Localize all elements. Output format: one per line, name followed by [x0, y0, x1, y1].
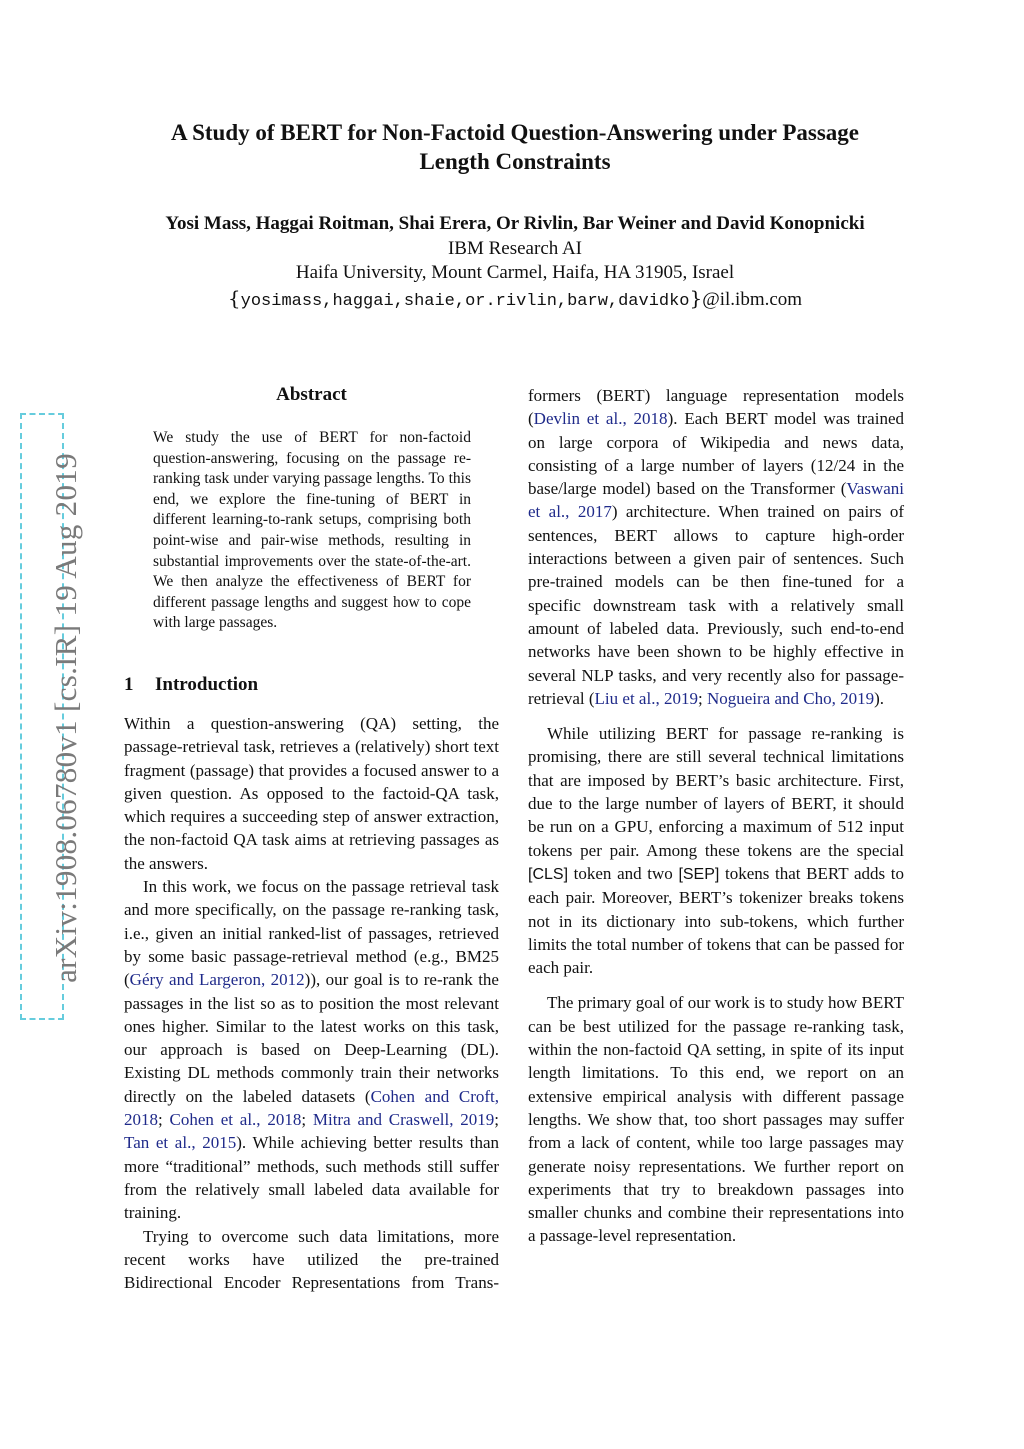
p3-sep: ; [697, 688, 707, 708]
citation-liu-et-al[interactable]: Liu et al., 2019 [594, 688, 698, 708]
intro-paragraph-3-start: Trying to overcome such data limitations, more recent works have utilized the pre-trained Bidirectional Encoder Representations from Trans- [124, 1226, 499, 1293]
token-sep: [SEP] [678, 865, 720, 883]
p2-text-a: In this work, we focus on the passage retrieval task and more specifically, on the passage re-ranking task, i.e., given an initial ranked-list of passages, retrieved by some basic passage-retrieval method (e.g., BM25 ( [124, 877, 499, 990]
section-heading-introduction [124, 674, 258, 696]
intro-paragraph-4 [528, 722, 904, 979]
left-column [124, 712, 499, 1294]
citation-mitra-craswell[interactable]: Mitra and Craswell, 2019 [312, 1110, 495, 1130]
p3-text-a: formers (BERT) language representation models ( [528, 386, 904, 429]
right-column [528, 384, 904, 1248]
affiliation-1: IBM Research AI [447, 238, 583, 259]
section-number: 1 [124, 674, 134, 695]
p2-text-c: ). While achieving better results than more “traditional” methods, such methods still suffer from the relatively small labeled data available for training. [124, 1133, 500, 1223]
abstract-heading: Abstract [276, 384, 347, 405]
email-brace-open: { [227, 286, 241, 310]
email-domain: @il.ibm.com [702, 289, 803, 310]
citation-devlin-et-al[interactable]: Devlin et al., 2018 [533, 409, 668, 429]
citation-gery-largeron[interactable]: Géry and Largeron, 2012 [129, 970, 305, 990]
p4-text-a: While utilizing BERT for passage re-ranking is promising, there are still several technical limitations that are imposed by BERT’s basic architecture. First, due to the large number of layers of BERT, it should be run on a GPU, enforcing a maximum of 512 input tokens per pair. Among these tokens are the special [528, 724, 904, 860]
author-list: Yosi Mass, Haggai Roitman, Shai Erera, Or Rivlin, Bar Weiner and David Konopnicki [165, 213, 865, 234]
paper-title [120, 118, 910, 176]
token-cls: [CLS] [528, 865, 569, 883]
p2-sep-2: ; [301, 1110, 313, 1130]
p2-sep-3: ; [494, 1110, 499, 1130]
section-title: Introduction [155, 674, 259, 695]
author-block [100, 211, 930, 315]
email-names: yosimass,haggai,shaie,or.rivlin,barw,davidko [240, 292, 690, 311]
abstract-body [153, 428, 471, 634]
intro-paragraph-1: Within a question-answering (QA) setting, the passage-retrieval task, retrieves a (relatively) short text fragment (passage) that provides a focused answer to a given question. As opposed to the factoid-QA task, which requires a succeeding step of answer extraction, the non-factoid QA task aims at retrieving passages as the answers. [124, 714, 499, 873]
citation-cohen-croft[interactable]: Cohen and Croft, 2018 [124, 1086, 499, 1130]
citation-nogueira-cho[interactable]: Nogueira and Cho, 2019 [706, 688, 875, 708]
p2-text-b: )), our goal is to re-rank the passages in the list so as to position the most relevant ones higher. Similar to the latest works on this task, our approach is based on Deep-Learning (DL). Existing DL methods commonly train their networks directly on the labeled datasets ( [124, 970, 499, 1106]
p3-text-b: ). Each BERT model was trained on large corpora of Wikipedia and news data, consisting of a large number of layers (12/24 in the base/large model) based on the Transformer ( [528, 409, 904, 499]
title-line-2: Length Constraints [419, 149, 611, 174]
intro-paragraph-3-continued [528, 384, 904, 710]
abstract-text: We study the use of BERT for non-factoid question-answering, focusing on the passage re-ranking task under varying passage lengths. To this end, we explore the fine-tuning of BERT in different learning-to-rank setups, comprising both point-wise and pair-wise methods, resulting in substantial improvements over the state-of-the-art. We then analyze the effectiveness of BERT for different passage lengths and suggest how to cope with large passages. [153, 429, 471, 632]
intro-paragraph-5: The primary goal of our work is to study how BERT can be best utilized for the passage re-ranking task, within the non-factoid QA setting, in spite of its input length limitations. To this end, we report on an extensive empirical analysis with different passage lengths. We show that, too short passages may suffer from a lack of content, while too large passages may generate noisy representations. We further report on experiments that try to breakdown passages into smaller chunks and combine their representations into a passage-level representation. [528, 993, 904, 1246]
arxiv-stamp-text: arXiv:1908.06780v1 [cs.IR] 19 Aug 2019 [48, 453, 83, 983]
p3-text-c: ) architecture. When trained on pairs of sentences, BERT allows to capture high-order interactions between a given pair of sentences. Such pre-trained models can be then fine-tuned for a specific downstream task with a relatively small amount of labeled data. Previously, such end-to-end networks have been shown to be highly effective in several NLP tasks, and very recently also for passage-retrieval ( [528, 502, 904, 708]
citation-cohen-et-al[interactable]: Cohen et al., 2018 [169, 1110, 302, 1130]
email-brace-close: } [689, 286, 703, 310]
citation-tan-et-al[interactable]: Tan et al., 2015 [124, 1133, 237, 1153]
arxiv-stamp[interactable] [20, 413, 83, 1020]
p4-text-c: tokens that BERT adds to each pair. Moreover, BERT’s tokenizer breaks tokens not in its dictionary into sub-tokens, which further limits the total number of tokens that can be passed for each pair. [528, 863, 904, 978]
author-emails [100, 285, 930, 315]
p2-sep-1: ; [158, 1110, 170, 1130]
intro-paragraph-2 [124, 875, 499, 1224]
p4-text-b: token and two [568, 863, 679, 883]
title-line-1: A Study of BERT for Non-Factoid Question-Answering under Passage [171, 120, 859, 145]
citation-vaswani-et-al[interactable]: Vaswani et al., 2017 [528, 479, 904, 522]
p3-text-d: ). [874, 688, 884, 708]
affiliation-2: Haifa University, Mount Carmel, Haifa, HA 31905, Israel [295, 262, 735, 283]
